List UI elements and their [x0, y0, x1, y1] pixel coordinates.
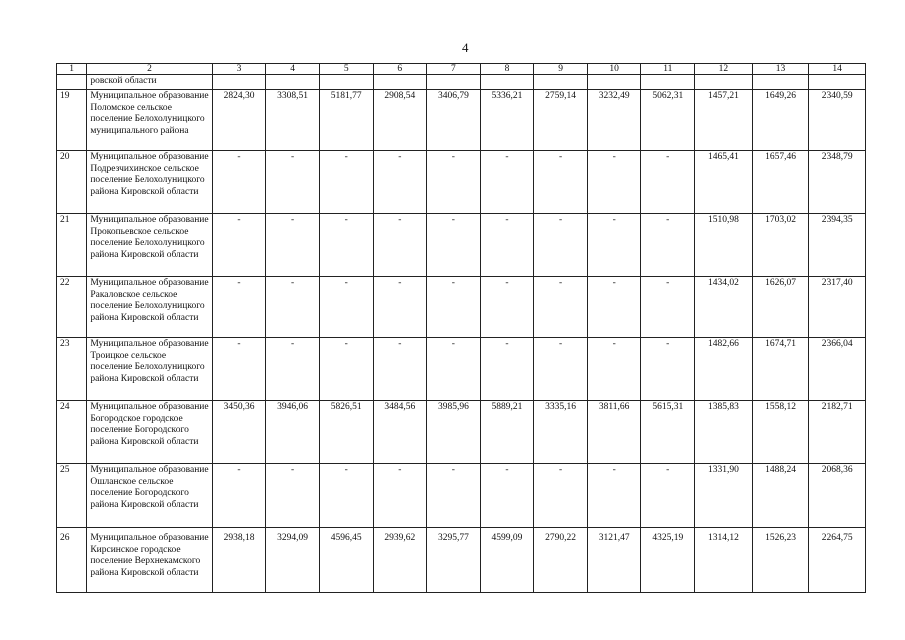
value-cell: 1649,26	[752, 90, 809, 151]
value-cell: -	[587, 338, 641, 401]
value-cell: -	[212, 151, 266, 214]
value-cell: -	[534, 338, 588, 401]
value-cell: 3406,79	[427, 90, 481, 151]
value-cell: 4325,19	[641, 528, 695, 593]
row-number-cell: 25	[57, 464, 87, 528]
value-cell: 5889,21	[480, 401, 534, 464]
row-name-cell: Муниципальное образование Ошланское сельское поселение Богородского района Кировской области	[87, 464, 212, 528]
value-cell: 2366,04	[809, 338, 866, 401]
value-cell: 2068,36	[809, 464, 866, 528]
value-cell: 3294,09	[266, 528, 320, 593]
row-name-cell: Муниципальное образование Поломское сельское поселение Белохолуницкого муниципального района	[87, 90, 212, 151]
value-cell	[587, 75, 641, 90]
row-name-cell: Муниципальное образование Кирсинское городское поселение Верхнекамского района Кировской области	[87, 528, 212, 593]
row-number-cell	[57, 75, 87, 90]
value-cell: 2759,14	[534, 90, 588, 151]
value-cell	[373, 75, 427, 90]
value-cell: -	[480, 464, 534, 528]
table-row	[57, 464, 866, 528]
value-cell: -	[480, 277, 534, 338]
value-cell: 1657,46	[752, 151, 809, 214]
value-cell: -	[534, 214, 588, 277]
value-cell: 2340,59	[809, 90, 866, 151]
value-cell: 2790,22	[534, 528, 588, 593]
row-number-cell: 21	[57, 214, 87, 277]
value-cell	[427, 75, 481, 90]
value-cell	[695, 75, 753, 90]
column-header: 7	[427, 64, 481, 75]
column-header: 2	[87, 64, 212, 75]
value-cell: 3121,47	[587, 528, 641, 593]
row-number-cell: 24	[57, 401, 87, 464]
table-row	[57, 214, 866, 277]
value-cell: -	[480, 214, 534, 277]
value-cell: 1703,02	[752, 214, 809, 277]
value-cell: -	[641, 214, 695, 277]
value-cell: -	[373, 151, 427, 214]
value-cell: 1482,66	[695, 338, 753, 401]
value-cell: 5615,31	[641, 401, 695, 464]
value-cell: -	[319, 277, 373, 338]
table-row	[57, 401, 866, 464]
value-cell: 5062,31	[641, 90, 695, 151]
value-cell: -	[212, 214, 266, 277]
value-cell: 3985,96	[427, 401, 481, 464]
value-cell	[480, 75, 534, 90]
value-cell: 3450,36	[212, 401, 266, 464]
column-header: 9	[534, 64, 588, 75]
value-cell: 4596,45	[319, 528, 373, 593]
value-cell: 2824,30	[212, 90, 266, 151]
page-number: 4	[462, 40, 469, 55]
value-cell: -	[587, 214, 641, 277]
row-name-cell: Муниципальное образование Подрезчихинское сельское поселение Белохолуницкого района Кировской области	[87, 151, 212, 214]
value-cell: -	[427, 277, 481, 338]
value-cell: -	[319, 214, 373, 277]
value-cell: -	[373, 464, 427, 528]
value-cell	[319, 75, 373, 90]
value-cell: -	[266, 464, 320, 528]
value-cell: -	[373, 338, 427, 401]
value-cell: -	[534, 464, 588, 528]
value-cell: 1674,71	[752, 338, 809, 401]
value-cell: -	[641, 151, 695, 214]
data-table	[56, 63, 866, 593]
value-cell: -	[319, 151, 373, 214]
value-cell: -	[427, 464, 481, 528]
value-cell: -	[319, 338, 373, 401]
row-name-cell: Муниципальное образование Ракаловское сельское поселение Белохолуницкого района Кировской области	[87, 277, 212, 338]
value-cell: -	[427, 214, 481, 277]
value-cell: 1314,12	[695, 528, 753, 593]
value-cell: 1331,90	[695, 464, 753, 528]
value-cell: 2317,40	[809, 277, 866, 338]
row-name-cell: Муниципальное образование Прокопьевское сельское поселение Белохолуницкого района Кировской области	[87, 214, 212, 277]
value-cell: -	[319, 464, 373, 528]
column-header: 5	[319, 64, 373, 75]
table-row	[57, 277, 866, 338]
value-cell: 3308,51	[266, 90, 320, 151]
value-cell: -	[480, 151, 534, 214]
value-cell: 3295,77	[427, 528, 481, 593]
value-cell	[809, 75, 866, 90]
value-cell: 1510,98	[695, 214, 753, 277]
column-header: 3	[212, 64, 266, 75]
value-cell: 2182,71	[809, 401, 866, 464]
column-header: 6	[373, 64, 427, 75]
value-cell: -	[641, 464, 695, 528]
value-cell: 2938,18	[212, 528, 266, 593]
value-cell: 3335,16	[534, 401, 588, 464]
row-number-cell: 22	[57, 277, 87, 338]
value-cell: 2394,35	[809, 214, 866, 277]
table-row	[57, 151, 866, 214]
value-cell: -	[587, 151, 641, 214]
value-cell: -	[427, 338, 481, 401]
column-header: 8	[480, 64, 534, 75]
row-number-cell: 23	[57, 338, 87, 401]
value-cell	[752, 75, 809, 90]
value-cell: 3232,49	[587, 90, 641, 151]
value-cell: 2939,62	[373, 528, 427, 593]
value-cell: 2264,75	[809, 528, 866, 593]
table-row	[57, 338, 866, 401]
continuation-row	[57, 75, 866, 90]
value-cell: 2908,54	[373, 90, 427, 151]
column-header: 11	[641, 64, 695, 75]
row-name-cell: ровской области	[87, 75, 212, 90]
row-name-cell: Муниципальное образование Троицкое сельское поселение Белохолуницкого района Кировской области	[87, 338, 212, 401]
value-cell: -	[534, 277, 588, 338]
value-cell: -	[266, 214, 320, 277]
row-number-cell: 19	[57, 90, 87, 151]
column-header: 1	[57, 64, 87, 75]
value-cell: -	[587, 464, 641, 528]
value-cell: -	[587, 277, 641, 338]
value-cell: -	[427, 151, 481, 214]
value-cell: 1465,41	[695, 151, 753, 214]
header-row	[57, 64, 866, 75]
value-cell: 3811,66	[587, 401, 641, 464]
row-number-cell: 20	[57, 151, 87, 214]
value-cell: 1434,02	[695, 277, 753, 338]
value-cell: 5336,21	[480, 90, 534, 151]
value-cell: 1558,12	[752, 401, 809, 464]
value-cell: 1626,07	[752, 277, 809, 338]
value-cell: -	[480, 338, 534, 401]
column-header: 4	[266, 64, 320, 75]
value-cell	[534, 75, 588, 90]
value-cell: -	[641, 277, 695, 338]
value-cell: 1488,24	[752, 464, 809, 528]
value-cell: -	[266, 338, 320, 401]
value-cell: -	[641, 338, 695, 401]
value-cell: -	[266, 277, 320, 338]
value-cell: 1526,23	[752, 528, 809, 593]
value-cell	[641, 75, 695, 90]
value-cell: -	[534, 151, 588, 214]
column-header: 13	[752, 64, 809, 75]
column-header: 12	[695, 64, 753, 75]
table-row	[57, 528, 866, 593]
value-cell	[212, 75, 266, 90]
value-cell: 1457,21	[695, 90, 753, 151]
value-cell: 5826,51	[319, 401, 373, 464]
column-header: 14	[809, 64, 866, 75]
table-row	[57, 90, 866, 151]
value-cell: -	[212, 338, 266, 401]
value-cell: 1385,83	[695, 401, 753, 464]
value-cell	[266, 75, 320, 90]
value-cell: 3484,56	[373, 401, 427, 464]
value-cell: 3946,06	[266, 401, 320, 464]
value-cell: -	[373, 214, 427, 277]
value-cell: 4599,09	[480, 528, 534, 593]
value-cell: -	[266, 151, 320, 214]
value-cell: -	[373, 277, 427, 338]
value-cell: 5181,77	[319, 90, 373, 151]
row-number-cell: 26	[57, 528, 87, 593]
column-header: 10	[587, 64, 641, 75]
value-cell: 2348,79	[809, 151, 866, 214]
row-name-cell: Муниципальное образование Богородское городское поселение Богородского района Кировской области	[87, 401, 212, 464]
value-cell: -	[212, 277, 266, 338]
value-cell: -	[212, 464, 266, 528]
